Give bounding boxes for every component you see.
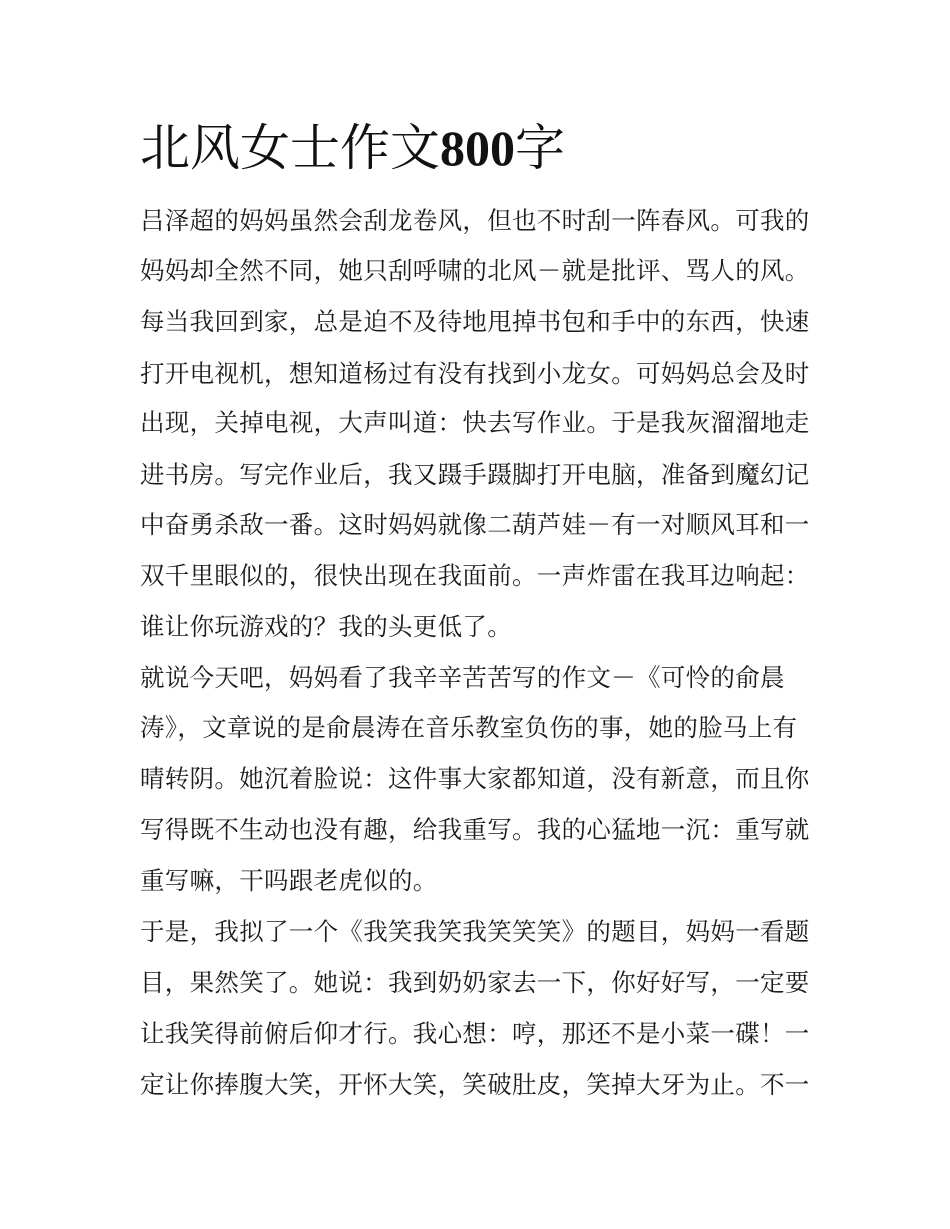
text-line: 定让你捧腹大笑，开怀大笑，笑破肚皮，笑掉大牙为止。不一	[140, 1070, 810, 1099]
text-line: 于是，我拟了一个《我笑我笑我笑笑笑》的题目，妈妈一看题	[140, 917, 810, 946]
text-line: 每当我回到家，总是迫不及待地甩掉书包和手中的东西，快速	[140, 307, 810, 336]
title-text: 北风女士作文	[140, 119, 440, 177]
title-number: 800	[440, 120, 515, 176]
text-line: 吕泽超的妈妈虽然会刮龙卷风，但也不时刮一阵春风。可我的	[140, 206, 810, 235]
text-line: 打开电视机，想知道杨过有没有找到小龙女。可妈妈总会及时	[140, 359, 810, 388]
text-line: 进书房。写完作业后，我又蹑手蹑脚打开电脑，准备到魔幻记	[140, 460, 810, 489]
text-line: 出现，关掉电视，大声叫道：快去写作业。于是我灰溜溜地走	[140, 408, 810, 437]
document-title	[140, 118, 565, 178]
text-line: 双千里眼似的，很快出现在我面前。一声炸雷在我耳边响起：	[140, 561, 810, 590]
text-line: 涛》，文章说的是俞晨涛在音乐教室负伤的事，她的脸马上有	[140, 713, 798, 742]
text-line: 让我笑得前俯后仰才行。我心想：哼，那还不是小菜一碟！一	[140, 1019, 810, 1048]
text-line: 目，果然笑了。她说：我到奶奶家去一下，你好好写，一定要	[140, 968, 810, 997]
text-line: 晴转阴。她沉着脸说：这件事大家都知道，没有新意，而且你	[140, 764, 810, 793]
text-line: 中奋勇杀敌一番。这时妈妈就像二葫芦娃－有一对顺风耳和一	[140, 510, 810, 539]
text-line: 就说今天吧，妈妈看了我辛辛苦苦写的作文－《可怜的俞晨	[140, 663, 785, 692]
text-line: 妈妈却全然不同，她只刮呼啸的北风－就是批评、骂人的风。	[140, 256, 810, 285]
text-line: 重写嘛，干吗跟老虎似的。	[140, 866, 438, 895]
text-line: 写得既不生动也没有趣，给我重写。我的心猛地一沉：重写就	[140, 815, 810, 844]
title-suffix: 字	[515, 119, 565, 177]
text-line: 谁让你玩游戏的？我的头更低了。	[140, 612, 512, 641]
